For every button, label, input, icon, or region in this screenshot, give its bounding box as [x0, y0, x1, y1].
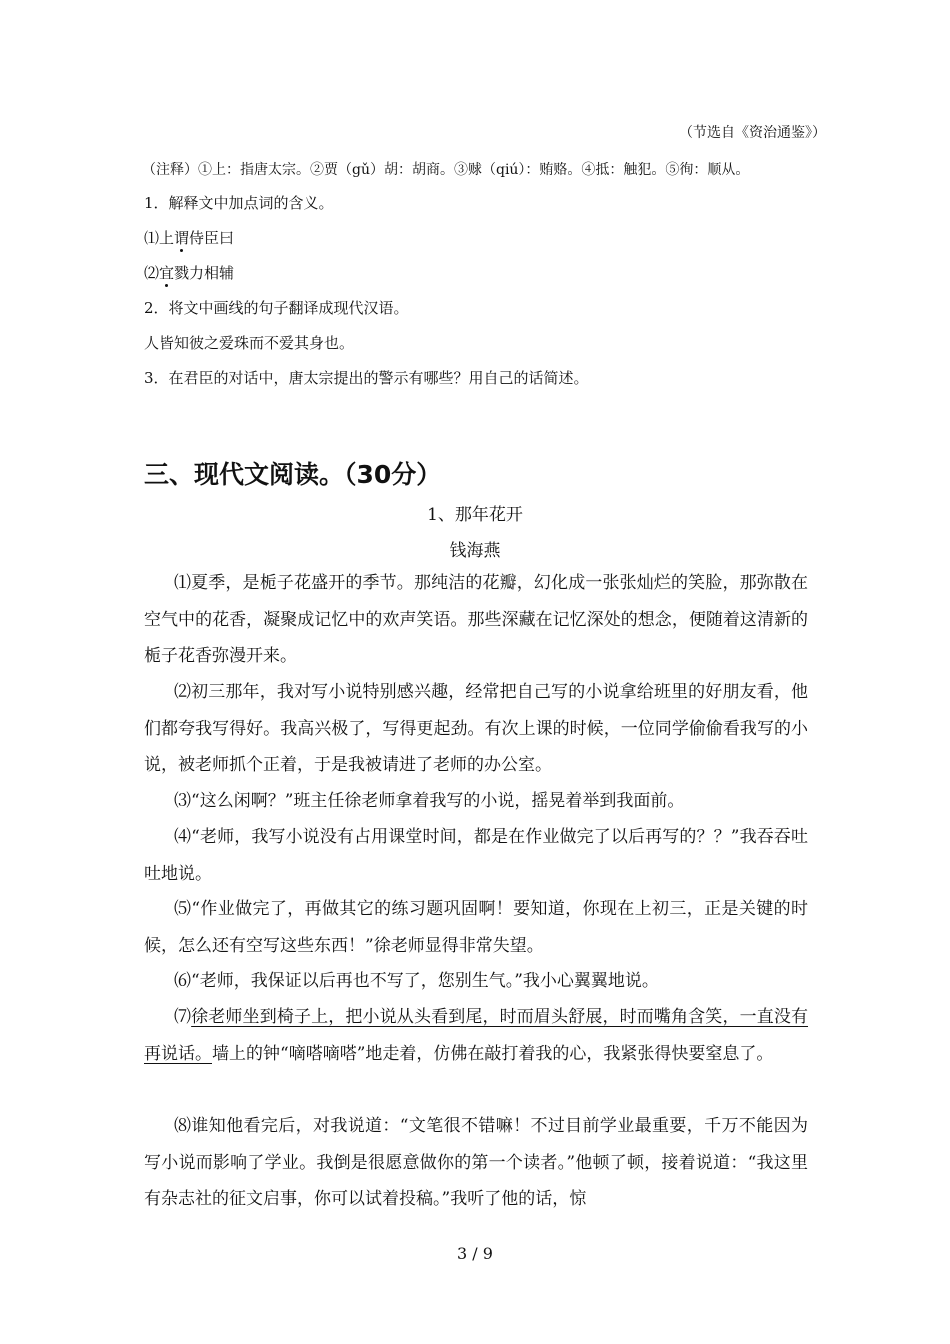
story-author: 钱海燕 [449, 541, 501, 561]
q1b-dotted-word: 宜 [159, 264, 175, 282]
paragraph-1: ⑴夏季，是栀子花盛开的季节。那纯洁的花瓣，幻化成一张张灿烂的笑脸，那弥散在空气中的花香，凝聚成记忆中的欢声笑语。那些深藏在记忆深处的想念，便随着这清新的栀子花香弥漫开来。 [144, 573, 808, 666]
section-heading: 三、现代文阅读。（30分） [144, 460, 442, 489]
source-citation: （节选自《资治通鉴》） [679, 125, 826, 141]
paragraph-7-number: ⑺ [174, 1007, 192, 1027]
paragraph-7-underlined-sentence: 徐老师坐到椅子上，把小说从头看到尾，时而眉头舒展，时而嘴角含笑，一直没有再说话。 [144, 1007, 809, 1064]
paragraph-5: ⑸“作业做完了，再做其它的练习题巩固啊！要知道，你现在上初三，正是关键的时候，怎么还有空写这些东西！”徐老师显得非常失望。 [144, 899, 808, 956]
paragraph-8: ⑻谁知他看完后，对我说道：“文笔很不错嘛！不过目前学业最重要，千万不能因为写小说而影响了学业。我倒是很愿意做你的第一个读者。”他顿了顿，接着说道：“我这里有杂志社的征文启事，你可以试着投稿。”我听了他的话，惊 [144, 1116, 808, 1209]
paragraph-3: ⑶“这么闲啊？”班主任徐老师拿着我写的小说，摇晃着举到我面前。 [174, 791, 685, 811]
question-2-sentence: 人皆知彼之爱珠而不爱其身也。 [144, 334, 355, 352]
question-2: 2．将文中画线的句子翻译成现代汉语。 [144, 299, 409, 317]
q1a-dotted-word: 谓 [174, 229, 190, 247]
q1a-suffix: 侍臣曰 [189, 229, 235, 247]
annotation-notes: （注释）①上：指唐太宗。②贾（gǔ）胡：胡商。③赇（qiú）：贿赂。④抵：触犯。⑤徇：顺从。 [142, 162, 750, 178]
q1b-suffix: 戮力相辅 [174, 264, 235, 282]
paragraph-4: ⑷“老师，我写小说没有占用课堂时间，都是在作业做完了以后再写的？？”我吞吞吐吐地说。 [144, 827, 808, 884]
question-1a [144, 227, 234, 248]
paragraph-7-rest: 墙上的钟“嘀嗒嘀嗒”地走着，仿佛在敲打着我的心，我紧张得快要窒息了。 [212, 1043, 774, 1064]
page-number: 3 / 9 [457, 1244, 493, 1263]
q1b-prefix: ⑵ [144, 264, 160, 282]
question-1: 1．解释文中加点词的含义。 [144, 194, 334, 212]
paragraph-2: ⑵初三那年，我对写小说特别感兴趣，经常把自己写的小说拿给班里的好朋友看，他们都夸我写得好。我高兴极了，写得更起劲。有次上课的时候，一位同学偷偷看我写的小说，被老师抓个正着，于是我被请进了老师的办公室。 [144, 682, 808, 775]
question-1b [144, 262, 234, 283]
question-3: 3．在君臣的对话中，唐太宗提出的警示有哪些？用自己的话简述。 [144, 369, 589, 387]
story-title: 1、那年花开 [427, 505, 523, 525]
q1a-prefix: ⑴上 [144, 229, 175, 247]
paragraph-7 [144, 999, 808, 1072]
paragraph-6: ⑹“老师，我保证以后再也不写了，您别生气。”我小心翼翼地说。 [174, 971, 659, 991]
